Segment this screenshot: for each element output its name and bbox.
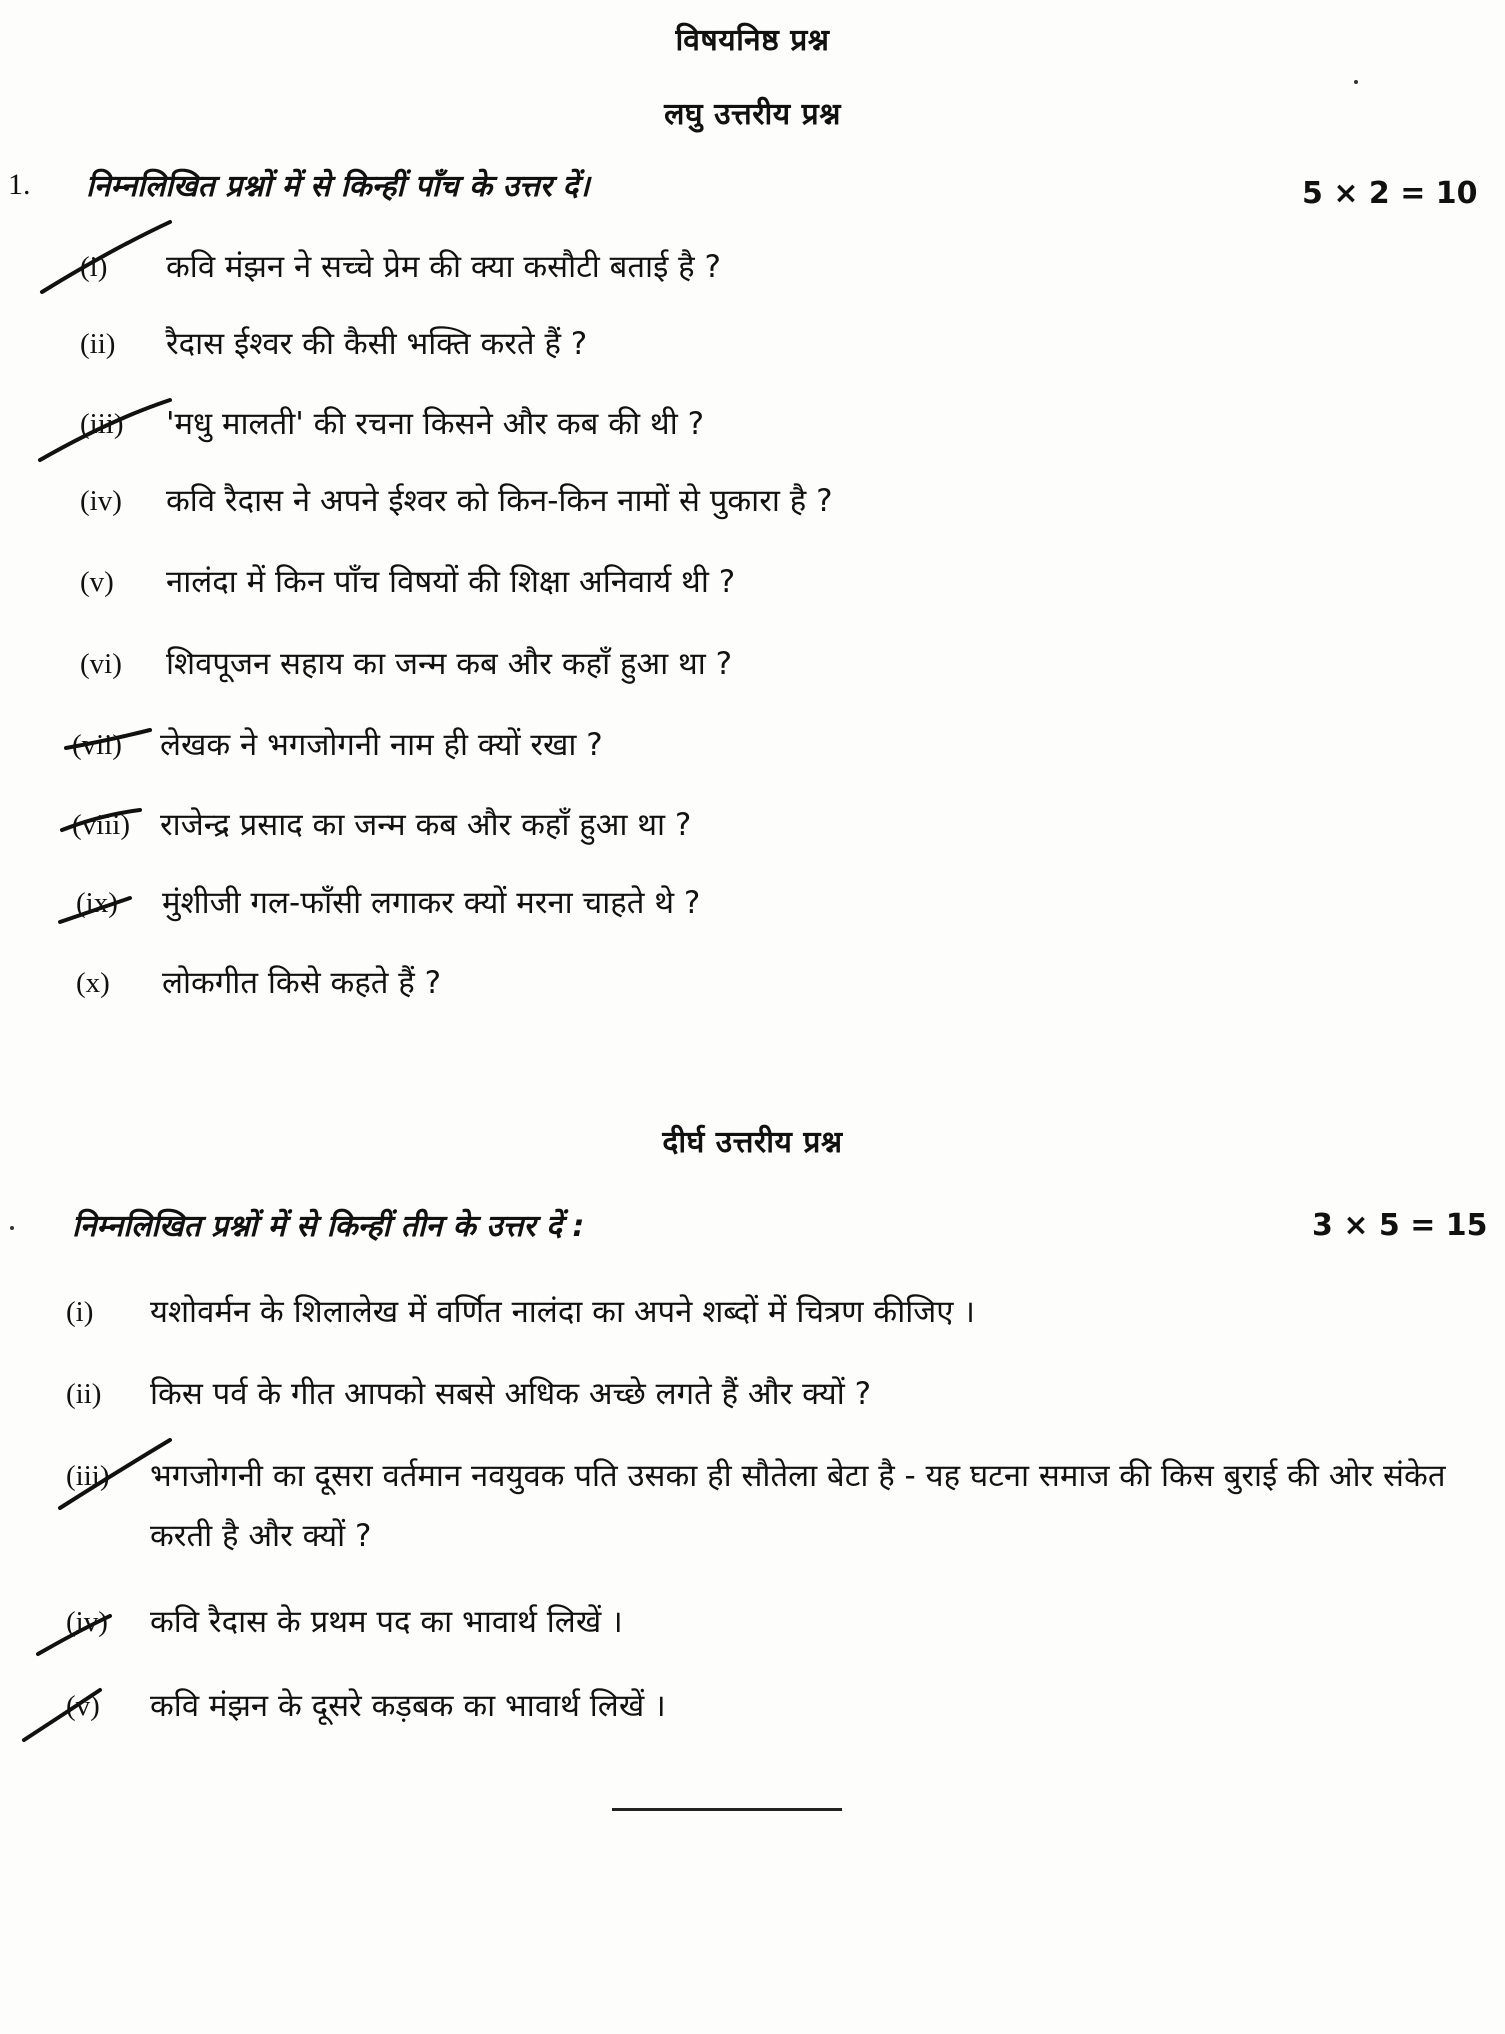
list-item: [66, 1592, 1486, 1654]
section1-marks: 5 × 2 = 10: [1302, 176, 1478, 211]
question-label: (ix): [76, 887, 118, 919]
scan-speck: [1354, 80, 1358, 84]
question-label: (ii): [66, 1378, 102, 1410]
question-text: लोकगीत किसे कहते हैं ?: [162, 965, 442, 1001]
question-text: लेखक ने भगजोगनी नाम ही क्यों रखा ?: [160, 727, 603, 763]
list-item: [72, 804, 1372, 848]
long-answer-heading: दीर्घ उत्तरीय प्रश्न: [662, 1125, 843, 1160]
question-label: (iv): [80, 485, 122, 517]
list-item: [76, 882, 1376, 926]
question-label: (iii): [80, 408, 124, 440]
question-text: राजेन्द्र प्रसाद का जन्म कब और कहाँ हुआ था ?: [160, 807, 692, 843]
question-label: (vii): [72, 729, 122, 761]
list-item: [72, 724, 1372, 768]
list-item: [66, 1364, 1486, 1426]
question-label: (viii): [72, 809, 130, 841]
question-label: (vi): [80, 648, 122, 680]
question-label: (iv): [66, 1606, 108, 1638]
question-label: (i): [80, 251, 108, 283]
list-item: [80, 561, 1380, 605]
question-text: कवि रैदास ने अपने ईश्वर को किन-किन नामों से पुकारा है ?: [166, 483, 833, 519]
question-label: (ii): [80, 328, 116, 360]
question-label: (v): [66, 1690, 100, 1722]
section2-marks: 3 × 5 = 15: [1312, 1208, 1488, 1243]
question-text: भगजोगनी का दूसरा वर्तमान नवयुवक पति उसका ही सौतेला बेटा है - यह घटना समाज की किस बुराई की ओर संकेत करती है और क्यों ?: [150, 1458, 1446, 1554]
question-text: यशोवर्मन के शिलालेख में वर्णित नालंदा का अपने शब्दों में चित्रण कीजिए ।: [150, 1294, 976, 1330]
question-label: (iii): [66, 1460, 110, 1492]
question-text: रैदास ईश्वर की कैसी भक्ति करते हैं ?: [166, 326, 588, 362]
list-item: [80, 403, 1380, 447]
end-rule: [612, 1808, 842, 1811]
section1-instruction: निम्नलिखित प्रश्नों में से किन्हीं पाँच के उत्तर दें।: [86, 169, 590, 204]
question-text: शिवपूजन सहाय का जन्म कब और कहाँ हुआ था ?: [166, 646, 733, 682]
list-item: [80, 643, 1380, 687]
question-text: कवि मंझन ने सच्चे प्रेम की क्या कसौटी बताई है ?: [166, 249, 721, 285]
scan-speck: [10, 1226, 14, 1230]
list-item: [66, 1676, 1486, 1738]
question-label: (v): [80, 566, 114, 598]
question-text: कवि मंझन के दूसरे कड़बक का भावार्थ लिखें ।: [150, 1688, 666, 1724]
question-text: कवि रैदास के प्रथम पद का भावार्थ लिखें ।: [150, 1604, 623, 1640]
question-label: (i): [66, 1296, 94, 1328]
list-item: [66, 1282, 1486, 1344]
section2-instruction: निम्नलिखित प्रश्नों में से किन्हीं तीन के उत्तर दें :: [72, 1209, 585, 1244]
question-text: नालंदा में किन पाँच विषयों की शिक्षा अनिवार्य थी ?: [166, 564, 736, 600]
question-text: किस पर्व के गीत आपको सबसे अधिक अच्छे लगते हैं और क्यों ?: [150, 1376, 872, 1412]
list-item: [76, 962, 1376, 1006]
question-text: मुंशीजी गल-फाँसी लगाकर क्यों मरना चाहते थे ?: [162, 885, 701, 921]
short-answer-heading: लघु उत्तरीय प्रश्न: [664, 97, 841, 132]
question-text: 'मधु मालती' की रचना किसने और कब की थी ?: [166, 406, 705, 442]
list-item: [80, 246, 1380, 290]
list-item: [66, 1446, 1486, 1570]
question-label: (x): [76, 967, 110, 999]
list-item: [80, 480, 1380, 524]
question-number: 1.: [8, 168, 31, 201]
main-heading: विषयनिष्ठ प्रश्न: [675, 23, 830, 58]
list-item: [80, 323, 1380, 367]
